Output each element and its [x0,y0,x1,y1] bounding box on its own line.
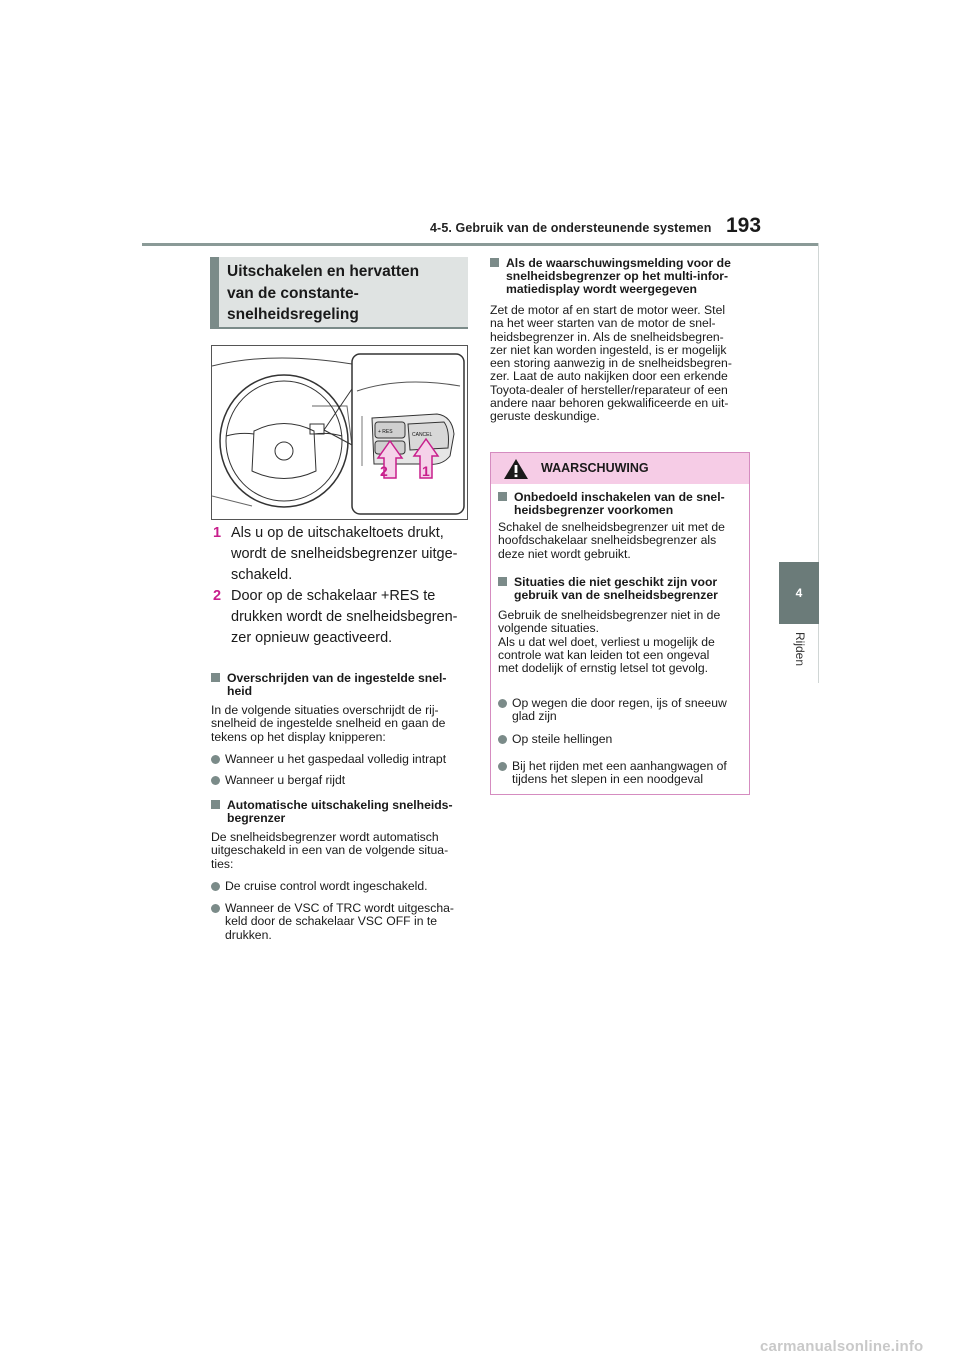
body-line: Gebruik de snelheidsbegrenzer niet in de [498,608,721,622]
cancel-button-label: CANCEL [412,432,433,438]
step-line: Als u op de uitschakeltoets drukt, [231,525,444,541]
step-item [213,523,469,586]
body-line: Toyota-dealer of hersteller/reparateur of een [490,382,728,397]
bullet-dot-icon [211,776,220,785]
step-line: schakeld. [231,567,293,583]
body-paragraph [498,521,748,561]
list-item-text: drukken. [225,927,272,942]
steering-wheel-illustration [211,345,468,520]
body-line: Schakel de snelheidsbegrenzer uit met de [498,520,725,534]
square-bullet-icon [211,673,220,682]
body-line: tekens op het display knipperen: [211,729,386,744]
heading-line: begrenzer [227,811,286,825]
bullet-dot-icon [498,762,507,771]
list-item [211,902,473,942]
warning-box [490,452,750,795]
list-item-text: Op wegen die door regen, ijs of sneeuw [512,696,727,710]
step-number: 1 [213,525,222,541]
heading-line: snelheidsbegrenzer op het multi-infor- [506,269,729,283]
step-line: wordt de snelheidsbegrenzer uitge- [231,546,458,562]
step-number: 2 [213,588,222,604]
page-number: 193 [726,214,762,237]
chapter-label: Rijden [793,632,807,667]
step-item [213,586,469,649]
bullet-dot-icon [211,882,220,891]
list-item [498,760,748,787]
list-item-text: Op steile hellingen [512,732,613,746]
body-line: een storing aanwezig in de snelheidsbegren- [490,356,732,371]
body-paragraph [490,304,752,424]
section-title-box [210,257,468,329]
heading-line: Overschrijden van de ingestelde snel- [227,671,447,685]
callout-number-1: 1 [422,463,430,479]
body-line: volgende situaties. [498,621,599,636]
heading-line: matiedisplay wordt weergegeven [506,282,698,296]
warning-header [491,453,749,484]
body-line: Zet de motor af en start de motor weer. Stel [490,303,726,317]
subsection-heading [490,257,752,297]
body-line: hoofdschakelaar snelheidsbegrenzer als [498,533,717,548]
square-bullet-icon [490,258,499,267]
subsection-heading [211,799,473,825]
list-item-text: tijdens het slepen in een noodgeval [512,772,704,787]
body-line: na het weer starten van de motor de snel- [490,316,716,331]
square-bullet-icon [498,577,507,586]
heading-line: heidsbegrenzer voorkomen [514,503,674,517]
body-line: met dodelijk of ernstig letsel tot gevolg. [498,661,709,676]
square-bullet-icon [498,492,507,501]
body-line: controle wat kan leiden tot een ongeval [498,647,710,662]
heading-line: Situaties die niet geschikt zijn voor [514,575,718,589]
body-line: snelheid de ingestelde snelheid en gaan de [211,716,446,731]
list-item-text: Wanneer de VSC of TRC wordt uitgescha- [225,901,454,915]
list-item-text: keld door de schakelaar VSC OFF in te [225,914,438,929]
list-item-text: Wanneer u het gaspedaal volledig intrapt [225,752,447,766]
bullet-dot-icon [211,904,220,913]
res-button-label: + RES [378,429,393,435]
body-line: uitgeschakeld in een van de volgende situa- [211,843,449,858]
heading-line: heid [227,684,253,698]
body-line: ties: [211,856,234,871]
body-line: Als u dat wel doet, verliest u mogelijk de [498,634,715,649]
section-title-line: Uitschakelen en hervatten [227,263,420,280]
subsection-heading [211,672,473,698]
body-line: geruste deskundige. [490,409,600,424]
step-line: zer opnieuw geactiveerd. [231,630,393,646]
body-paragraph [211,704,473,744]
list-item [211,880,473,893]
step-line: drukken wordt de snelheidsbegren- [231,609,458,625]
body-line: deze niet wordt gebruikt. [498,546,631,561]
square-bullet-icon [211,800,220,809]
watermark-text: carmanualsonline.info [760,1338,924,1355]
list-item-text: glad zijn [512,709,557,724]
body-paragraph [211,831,473,871]
chapter-tab[interactable]: 4 [779,562,819,624]
heading-line: Onbedoeld inschakelen van de snel- [514,490,725,504]
heading-line: gebruik van de snelheidsbegrenzer [514,588,718,602]
list-item-text: Wanneer u bergaf rijdt [225,773,346,787]
bullet-dot-icon [498,699,507,708]
callout-number-2: 2 [380,463,388,479]
section-title-line: snelheidsregeling [227,306,359,323]
list-item-text: Bij het rijden met een aanhangwagen of [512,759,727,773]
step-line: Door op de schakelaar +RES te [231,588,436,604]
warning-title: WAARSCHUWING [541,461,649,475]
body-line: zer niet kan worden ingesteld, is er mogelijk [490,342,727,357]
subsection-heading [498,576,748,602]
body-paragraph [498,609,748,675]
body-line: De snelheidsbegrenzer wordt automatisch [211,830,439,844]
body-line: zer. Laat de auto nakijken door een erkende [490,369,728,384]
body-line: andere naar behoren gekwalificeerde en uit- [490,396,729,411]
list-item [498,697,748,724]
list-item-text: De cruise control wordt ingeschakeld. [225,879,428,893]
header-rule [142,243,818,246]
body-line: In de volgende situaties overschrijdt de rij- [211,703,439,717]
list-item [498,733,748,746]
body-line: heidsbegrenzer in. Als de snelheidsbegren- [490,329,724,344]
bullet-dot-icon [498,735,507,744]
list-item [211,774,473,787]
heading-line: Als de waarschuwingsmelding voor de [506,256,731,270]
warning-triangle-icon [503,458,529,480]
list-item [211,753,473,766]
subsection-heading [498,491,748,517]
heading-line: Automatische uitschakeling snelheids- [227,798,453,812]
running-header-title: 4-5. Gebruik van de ondersteunende systemen [430,221,712,235]
section-title-line: van de constante- [227,284,359,302]
bullet-dot-icon [211,755,220,764]
